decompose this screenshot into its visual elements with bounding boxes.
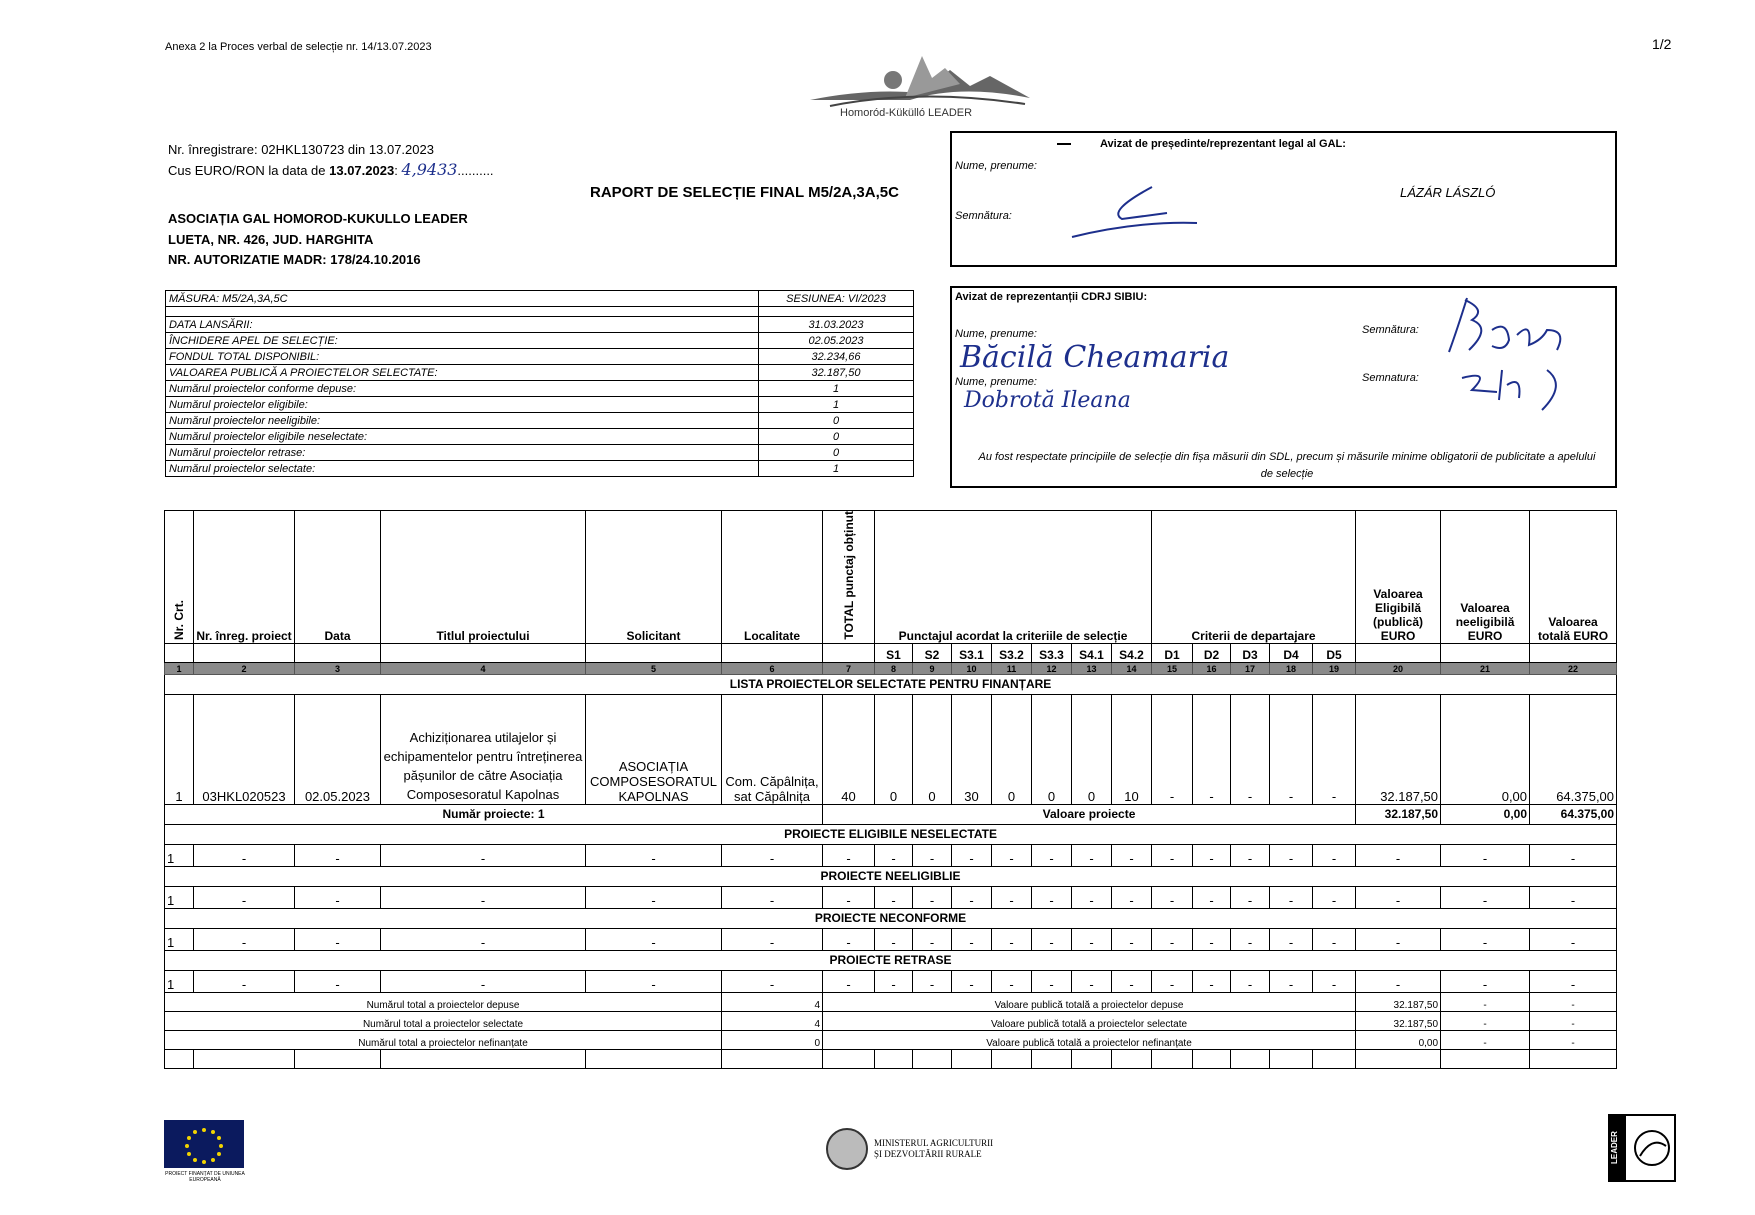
- measure-info-table: [165, 290, 914, 477]
- table-cell: Com. Căpâlnița, sat Căpâlnița: [722, 694, 823, 804]
- header-valoare-neeligibila: Valoarea neeligibilă EURO: [1441, 511, 1530, 644]
- table-cell: -: [1112, 970, 1152, 992]
- ministry-line-2: ȘI DEZVOLTĂRII RURALE: [874, 1149, 982, 1159]
- measure-info-value: 32.187,50: [759, 365, 914, 381]
- total-value: 0,00: [1356, 1030, 1441, 1049]
- column-number: 6: [722, 662, 823, 674]
- header-total-punctaj: TOTAL punctaj obținut: [823, 511, 875, 644]
- measure-info-value: 31.03.2023: [759, 317, 914, 333]
- cdrj-signatures-icon: [1447, 290, 1597, 415]
- header-valoare-totala: Valoarea totală EURO: [1530, 511, 1617, 644]
- table-cell: -: [823, 970, 875, 992]
- table-cell: -: [1152, 928, 1193, 950]
- column-number: 12: [1032, 662, 1072, 674]
- table-cell: -: [1313, 970, 1356, 992]
- measure-info-row: [166, 381, 914, 397]
- table-cell: -: [1072, 928, 1112, 950]
- measure-info-label: Numărul proiectelor eligibile neselectate:: [166, 429, 759, 445]
- measure-info-row: [166, 461, 914, 477]
- table-cell: -: [1193, 970, 1231, 992]
- total-value-label: Valoare publică totală a proiectelor depuse: [823, 992, 1356, 1011]
- total-dash: -: [1530, 992, 1617, 1011]
- column-number: 10: [952, 662, 992, 674]
- selection-table: [164, 510, 1617, 1069]
- header-localitate: Localitate: [722, 511, 823, 644]
- eu-flag-icon: [164, 1120, 244, 1168]
- leader-logo-icon: [1608, 1114, 1676, 1182]
- president-approval-title: Avizat de președinte/reprezentant legal al GAL:: [1100, 138, 1346, 150]
- sum-eligible: 32.187,50: [1356, 804, 1441, 824]
- table-cell: -: [586, 928, 722, 950]
- table-cell: -: [952, 886, 992, 908]
- section-ineligible: PROIECTE NEELIGIBLIE: [165, 866, 1617, 886]
- table-cell: -: [1032, 844, 1072, 866]
- table-cell: -: [1356, 970, 1441, 992]
- table-cell: -: [381, 844, 586, 866]
- column-number: 18: [1270, 662, 1313, 674]
- president-signature-label: Semnătura:: [955, 210, 1012, 222]
- romania-coat-of-arms-icon: [826, 1128, 868, 1170]
- table-cell: -: [1152, 844, 1193, 866]
- table-cell: -: [823, 844, 875, 866]
- measure-info-row: [166, 445, 914, 461]
- criterion-header: D2: [1193, 643, 1231, 662]
- column-number: 4: [381, 662, 586, 674]
- column-number: 8: [875, 662, 913, 674]
- table-cell: -: [1072, 886, 1112, 908]
- table-cell: -: [1270, 970, 1313, 992]
- project-value-label: Valoare proiecte: [823, 804, 1356, 824]
- exchange-rate: Cus EURO/RON la data de 13.07.2023: 4,9433..........: [168, 160, 494, 179]
- table-cell: -: [1231, 844, 1270, 866]
- exchange-rate-colon: :: [394, 163, 402, 178]
- table-cell: -: [1231, 928, 1270, 950]
- table-cell: 1: [165, 694, 194, 804]
- table-cell: -: [913, 970, 952, 992]
- table-cell: -: [952, 970, 992, 992]
- measure-info-value: 32.234,66: [759, 349, 914, 365]
- table-cell: -: [952, 844, 992, 866]
- section-selected: LISTA PROIECTELOR SELECTATE PENTRU FINANȚARE: [165, 674, 1617, 694]
- measure-info-label: VALOAREA PUBLICĂ A PROIECTELOR SELECTATE:: [166, 365, 759, 381]
- table-cell: -: [1032, 886, 1072, 908]
- table-cell: -: [875, 844, 913, 866]
- measure-info-value: 1: [759, 381, 914, 397]
- header-data: Data: [295, 511, 381, 644]
- exchange-rate-label: Cus EURO/RON la data de: [168, 163, 330, 178]
- table-cell: -: [1530, 844, 1617, 866]
- criterion-header: S4.2: [1112, 643, 1152, 662]
- table-cell: -: [1270, 928, 1313, 950]
- page-number: 1/2: [1652, 36, 1672, 52]
- cdrj-name-label-1: Nume, prenume:: [955, 328, 1037, 340]
- total-label: Numărul total a proiectelor depuse: [165, 992, 722, 1011]
- table-cell: -: [875, 928, 913, 950]
- column-number: 13: [1072, 662, 1112, 674]
- total-dash: -: [1530, 1011, 1617, 1030]
- table-cell: -: [586, 886, 722, 908]
- column-number: 19: [1313, 662, 1356, 674]
- column-number-row: [165, 662, 1617, 674]
- total-count: 4: [722, 1011, 823, 1030]
- column-number: 5: [586, 662, 722, 674]
- president-name: LÁZÁR LÁSZLÓ: [1400, 185, 1496, 200]
- section-withdrawn: PROIECTE RETRASE: [165, 950, 1617, 970]
- cdrj-handwritten-name-2: Dobrotă Ileana: [964, 388, 1131, 413]
- table-cell: 0: [1072, 694, 1112, 804]
- total-value-label: Valoare publică totală a proiectelor selectate: [823, 1011, 1356, 1030]
- column-number: 1: [165, 662, 194, 674]
- measure-info-label: Numărul proiectelor conforme depuse:: [166, 381, 759, 397]
- header-valoare-eligibila: Valoarea Eligibilă (publică) EURO: [1356, 511, 1441, 644]
- gal-logo: [810, 48, 1040, 120]
- section-eligible-unselected: PROIECTE ELIGIBILE NESELECTATE: [165, 824, 1617, 844]
- table-cell: -: [1530, 970, 1617, 992]
- table-cell: -: [1356, 844, 1441, 866]
- section-non-compliant: PROIECTE NECONFORME: [165, 908, 1617, 928]
- table-cell: -: [1072, 970, 1112, 992]
- table-cell: -: [1231, 886, 1270, 908]
- table-cell: -: [1313, 886, 1356, 908]
- measure-info-label: Numărul proiectelor selectate:: [166, 461, 759, 477]
- president-approval-box: [950, 131, 1617, 267]
- table-cell: -: [1313, 928, 1356, 950]
- exchange-rate-date: 13.07.2023: [329, 163, 395, 178]
- president-name-label: Nume, prenume:: [955, 160, 1037, 172]
- table-cell: 1: [165, 928, 194, 950]
- table-row: [165, 886, 1617, 908]
- total-dash: -: [1441, 1011, 1530, 1030]
- table-cell: -: [722, 970, 823, 992]
- header-criterii: Criterii de departajare: [1152, 511, 1356, 644]
- table-row: [165, 970, 1617, 992]
- table-cell: -: [194, 844, 295, 866]
- eu-caption: PROIECT FINANȚAT DE UNIUNEA EUROPEANĂ: [165, 1171, 245, 1183]
- table-cell: -: [1231, 970, 1270, 992]
- measure-info-value: 1: [759, 461, 914, 477]
- ministry-line-1: MINISTERUL AGRICULTURII: [874, 1138, 994, 1148]
- mountain-logo-icon: [810, 48, 1040, 108]
- column-number: 20: [1356, 662, 1441, 674]
- column-number: 21: [1441, 662, 1530, 674]
- measure-info-row: [166, 349, 914, 365]
- measure-info-row: [166, 291, 914, 307]
- column-number: 15: [1152, 662, 1193, 674]
- measure-info-row: [166, 365, 914, 381]
- table-cell: 1: [165, 970, 194, 992]
- annex-title: Anexa 2 la Proces verbal de selecție nr. 14/13.07.2023: [165, 41, 432, 53]
- table-cell: -: [381, 928, 586, 950]
- cdrj-name-label-2: Nume, prenume:: [955, 376, 1037, 388]
- table-cell: -: [1270, 694, 1313, 804]
- table-cell: 0: [1032, 694, 1072, 804]
- table-cell: -: [1313, 844, 1356, 866]
- table-cell: -: [913, 844, 952, 866]
- measure-info-label: FONDUL TOTAL DISPONIBIL:: [166, 349, 759, 365]
- table-cell: -: [1193, 886, 1231, 908]
- measure-info-value: 0: [759, 413, 914, 429]
- table-cell: -: [1152, 970, 1193, 992]
- project-count: Număr proiecte: 1: [165, 804, 823, 824]
- table-row: [165, 928, 1617, 950]
- table-cell: -: [1193, 844, 1231, 866]
- table-cell: -: [295, 970, 381, 992]
- table-cell: -: [1152, 694, 1193, 804]
- total-label: Numărul total a proiectelor nefinanțate: [165, 1030, 722, 1049]
- table-cell: -: [295, 886, 381, 908]
- table-cell: -: [913, 928, 952, 950]
- total-value: 32.187,50: [1356, 1011, 1441, 1030]
- registration-number: Nr. înregistrare: 02HKL130723 din 13.07.2023: [168, 142, 434, 157]
- org-address: LUETA, NR. 426, JUD. HARGHITA: [168, 232, 374, 247]
- table-cell: 40: [823, 694, 875, 804]
- table-cell: -: [194, 886, 295, 908]
- header-nr-crt: Nr. Crt.: [165, 511, 194, 644]
- table-cell: -: [1530, 886, 1617, 908]
- column-number: 17: [1231, 662, 1270, 674]
- table-cell: -: [586, 970, 722, 992]
- criterion-header: S2: [913, 643, 952, 662]
- table-cell: -: [992, 970, 1032, 992]
- table-cell: -: [1441, 970, 1530, 992]
- table-cell: ASOCIAȚIA COMPOSESORATUL KAPOLNAS: [586, 694, 722, 804]
- org-name: ASOCIAȚIA GAL HOMOROD-KUKULLO LEADER: [168, 211, 468, 226]
- column-number: 9: [913, 662, 952, 674]
- table-cell: -: [1032, 928, 1072, 950]
- total-value-label: Valoare publică totală a proiectelor nefinanțate: [823, 1030, 1356, 1049]
- table-cell: -: [1112, 928, 1152, 950]
- table-cell: -: [992, 844, 1032, 866]
- report-title: RAPORT DE SELECȚIE FINAL M5/2A,3A,5C: [590, 184, 899, 201]
- table-cell: -: [722, 886, 823, 908]
- table-cell: -: [1152, 886, 1193, 908]
- header-solicitant: Solicitant: [586, 511, 722, 644]
- column-number: 22: [1530, 662, 1617, 674]
- measure-info-label: Numărul proiectelor neeligibile:: [166, 413, 759, 429]
- table-cell: 0: [913, 694, 952, 804]
- table-cell: 1: [165, 844, 194, 866]
- table-cell: -: [1112, 886, 1152, 908]
- table-cell: -: [952, 928, 992, 950]
- total-dash: -: [1441, 992, 1530, 1011]
- criterion-header: D3: [1231, 643, 1270, 662]
- cdrj-signature-label-2: Semnatura:: [1362, 372, 1419, 384]
- criterion-header: S3.2: [992, 643, 1032, 662]
- criterion-header: D5: [1313, 643, 1356, 662]
- table-cell: -: [295, 928, 381, 950]
- table-cell: -: [875, 970, 913, 992]
- table-cell: -: [823, 886, 875, 908]
- measure-info-value: 1: [759, 397, 914, 413]
- criterion-header: D4: [1270, 643, 1313, 662]
- measure-info-value: 0: [759, 445, 914, 461]
- table-cell: -: [1313, 694, 1356, 804]
- table-cell: -: [1193, 694, 1231, 804]
- table-cell: 32.187,50: [1356, 694, 1441, 804]
- column-number: 14: [1112, 662, 1152, 674]
- total-dash: -: [1441, 1030, 1530, 1049]
- column-number: 11: [992, 662, 1032, 674]
- empty-row: [165, 1049, 1617, 1068]
- table-cell: -: [586, 844, 722, 866]
- cdrj-handwritten-name-1: Băcilă Cheamaria: [960, 340, 1230, 375]
- criterion-header: S1: [875, 643, 913, 662]
- table-cell: 64.375,00: [1530, 694, 1617, 804]
- criterion-header: S4.1: [1072, 643, 1112, 662]
- table-cell: -: [1231, 694, 1270, 804]
- table-cell: -: [381, 886, 586, 908]
- cdrj-approval-title: Avizat de reprezentanții CDRJ SIBIU:: [955, 291, 1148, 303]
- table-cell: -: [1072, 844, 1112, 866]
- table-cell: -: [992, 928, 1032, 950]
- table-cell: 1: [165, 886, 194, 908]
- table-cell: -: [1112, 844, 1152, 866]
- table-cell: -: [194, 928, 295, 950]
- table-cell: -: [1356, 928, 1441, 950]
- measure-info-row: [166, 429, 914, 445]
- org-authorization: NR. AUTORIZATIE MADR: 178/24.10.2016: [168, 252, 421, 267]
- measure-info-label: ÎNCHIDERE APEL DE SELECȚIE:: [166, 333, 759, 349]
- table-cell: -: [381, 970, 586, 992]
- column-number: 2: [194, 662, 295, 674]
- table-cell: 0,00: [1441, 694, 1530, 804]
- table-cell: 0: [875, 694, 913, 804]
- table-cell: -: [875, 886, 913, 908]
- totals-row: [165, 1030, 1617, 1049]
- column-number: 3: [295, 662, 381, 674]
- table-cell: 03HKL020523: [194, 694, 295, 804]
- measure-info-row: [166, 397, 914, 413]
- totals-row: [165, 1011, 1617, 1030]
- column-number: 16: [1193, 662, 1231, 674]
- total-dash: -: [1530, 1030, 1617, 1049]
- exchange-rate-value: 4,9433: [401, 160, 458, 179]
- leader-logo-text: LEADER: [1610, 1116, 1626, 1180]
- table-cell: -: [992, 886, 1032, 908]
- totals-row: [165, 992, 1617, 1011]
- president-signature-icon: [1067, 181, 1207, 241]
- criterion-header: D1: [1152, 643, 1193, 662]
- criteria-subheader-row: [165, 643, 1617, 662]
- measure-info-value: SESIUNEA: VI/2023: [759, 291, 914, 307]
- measure-info-row: [166, 413, 914, 429]
- cdrj-note: Au fost respectate principiile de selecție din fișa măsurii din SDL, precum și măsurile minime obligatorii de publicitate a apelului de selecție: [978, 451, 1596, 480]
- table-cell: -: [1441, 886, 1530, 908]
- logo-caption: Homoród-Kükülló LEADER: [840, 107, 973, 119]
- table-row: [165, 844, 1617, 866]
- table-row: [165, 694, 1617, 804]
- table-cell: -: [1441, 928, 1530, 950]
- cdrj-signature-label-1: Semnătura:: [1362, 324, 1419, 336]
- table-cell: -: [1032, 970, 1072, 992]
- table-cell: -: [295, 844, 381, 866]
- table-cell: -: [722, 928, 823, 950]
- table-cell: -: [1356, 886, 1441, 908]
- header-nr-inreg: Nr. înreg. proiect: [194, 511, 295, 644]
- measure-info-row: [166, 317, 914, 333]
- cdrj-approval-box: [950, 286, 1617, 488]
- table-cell: -: [913, 886, 952, 908]
- table-cell: 0: [992, 694, 1032, 804]
- table-cell: 02.05.2023: [295, 694, 381, 804]
- measure-info-label: Numărul proiectelor retrase:: [166, 445, 759, 461]
- table-cell: -: [823, 928, 875, 950]
- header-punctaj: Punctajul acordat la criteriile de selecție: [875, 511, 1152, 644]
- measure-info-value: 0: [759, 429, 914, 445]
- measure-info-label: Numărul proiectelor eligibile:: [166, 397, 759, 413]
- table-cell: -: [722, 844, 823, 866]
- measure-info-label: DATA LANSĂRII:: [166, 317, 759, 333]
- table-cell: -: [1270, 886, 1313, 908]
- total-count: 0: [722, 1030, 823, 1049]
- ministry-name: [874, 1138, 993, 1160]
- sum-non-eligible: 0,00: [1441, 804, 1530, 824]
- table-cell: 30: [952, 694, 992, 804]
- table-cell: -: [1270, 844, 1313, 866]
- table-cell: -: [1441, 844, 1530, 866]
- table-cell: 10: [1112, 694, 1152, 804]
- measure-info-label: MĂSURA: M5/2A,3A,5C: [166, 291, 759, 307]
- table-cell: -: [194, 970, 295, 992]
- criterion-header: S3.1: [952, 643, 992, 662]
- column-number: 7: [823, 662, 875, 674]
- table-cell: Achiziționarea utilajelor și echipamentelor pentru întreținerea pășunilor de către Asociația Composesoratul Kapolnas: [381, 694, 586, 804]
- table-cell: -: [1193, 928, 1231, 950]
- sum-total: 64.375,00: [1530, 804, 1617, 824]
- criterion-header: S3.3: [1032, 643, 1072, 662]
- total-label: Numărul total a proiectelor selectate: [165, 1011, 722, 1030]
- header-titlu: Titlul proiectului: [381, 511, 586, 644]
- total-value: 32.187,50: [1356, 992, 1441, 1011]
- table-cell: -: [1530, 928, 1617, 950]
- total-count: 4: [722, 992, 823, 1011]
- measure-info-value: 02.05.2023: [759, 333, 914, 349]
- measure-info-row: [166, 333, 914, 349]
